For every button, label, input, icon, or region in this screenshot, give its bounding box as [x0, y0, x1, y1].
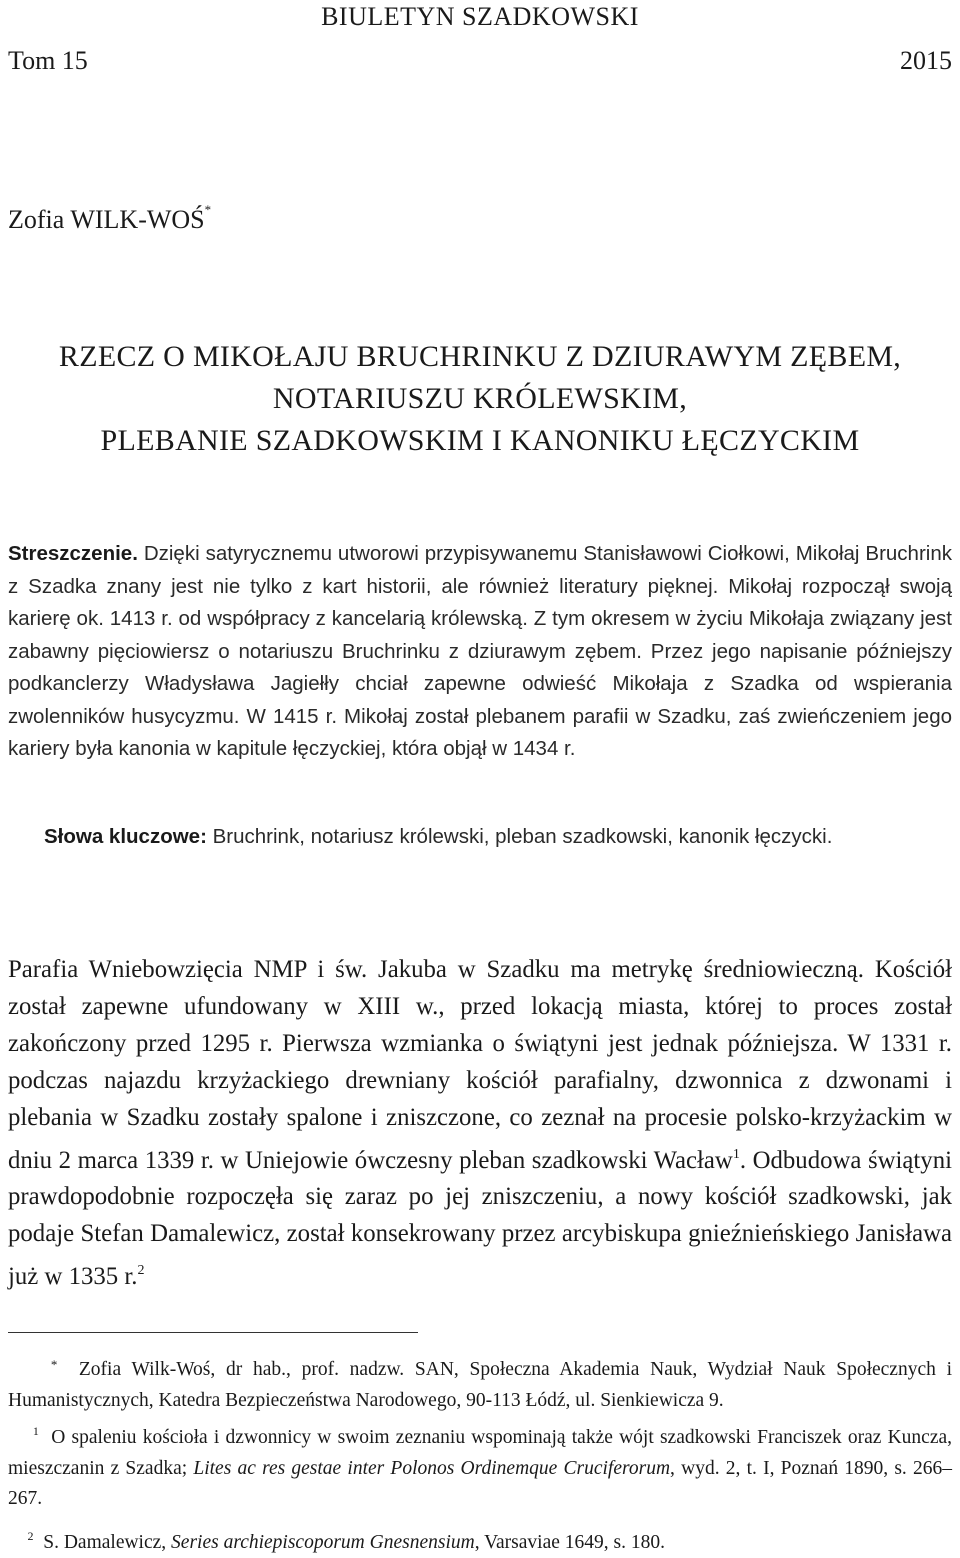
title-line-1: RZECZ O MIKOŁAJU BRUCHRINKU Z DZIURAWYM ZĘBEM,	[0, 336, 960, 378]
footnote-author-mark: *	[51, 1357, 58, 1372]
footnote-2-source-title: Series archiepiscoporum Gnesnensium	[171, 1532, 475, 1553]
footnote-1-mark: 1	[33, 1424, 39, 1438]
title-line-3: PLEBANIE SZADKOWSKIM I KANONIKU ŁĘCZYCKIM	[0, 420, 960, 462]
volume-number: Tom 15	[8, 46, 88, 76]
footnote-1-text: O spaleniu kościoła i dzwonnicy w swoim zeznaniu wspominają także wójt szadkowski Franciszek oraz Kuncza, mieszczanin z Szadka;	[8, 1427, 952, 1479]
author-footnote-mark: *	[205, 202, 212, 217]
author-name	[8, 202, 211, 235]
body-paragraph	[8, 952, 952, 1296]
body-text-part-1: Parafia Wniebowzięcia NMP i św. Jakuba w Szadku ma metrykę średniowieczną. Kościół został zapewne ufundowany w XIII w., przed lokacją miasta, której to proces został zakończony przed 1295 r. Pierwsza wzmianka o świątyni jest jednak późniejsza. W 1331 r. podczas najazdu krzyżackiego drewniany kościół parafialny, dzwonnica z dzwonami i plebania w Szadku zostały spalone i zniszczone, co zeznał na procesie polsko-krzyżackim w dniu 2 marca 1339 r. w Uniejowie ówczesny pleban szadkowski Wacław	[8, 956, 952, 1174]
abstract-label: Streszczenie.	[8, 542, 138, 565]
keywords-label: Słowa kluczowe:	[44, 825, 207, 848]
footnote-2-mark: 2	[28, 1529, 34, 1543]
body-text-part-2: . Odbudowa świątyni prawdopodobnie rozpoczęła się zaraz po jej zniszczeniu, a nowy kościół szadkowski, jak podaje Stefan Damalewicz, został konsekrowany przez arcybiskupa gnieźnieńskiego Janisława już w 1335 r.	[8, 1147, 952, 1291]
keywords	[44, 822, 954, 852]
footnote-author-text: Zofia Wilk-Woś, dr hab., prof. nadzw. SAN, Społeczna Akademia Nauk, Wydział Nauk Społecznych i Humanistycznych, Katedra Bezpieczeństwa Narodowego, 90-113 Łódź, ul. Sienkiewicza 9.	[8, 1359, 952, 1411]
footnote-1-text-end: , wyd. 2, t. I, Poznań 1890, s. 266–267.	[8, 1458, 952, 1510]
footnote-1-source-title: Lites ac res gestae inter Polonos Ordinemque Cruciferorum	[193, 1458, 670, 1479]
footnotes	[8, 1350, 952, 1558]
footnote-2-text-end: , Varsaviae 1649, s. 180.	[475, 1532, 665, 1553]
footnote-author	[8, 1350, 952, 1416]
publication-year: 2015	[900, 46, 952, 76]
author-name-text: Zofia WILK-WOŚ	[8, 205, 205, 234]
footnote-divider	[8, 1332, 418, 1333]
abstract	[8, 538, 952, 766]
keywords-text: Bruchrink, notariusz królewski, pleban szadkowski, kanonik łęczycki.	[213, 825, 833, 848]
title-line-2: NOTARIUSZU KRÓLEWSKIM,	[0, 378, 960, 420]
abstract-text: Dzięki satyrycznemu utworowi przypisywanemu Stanisławowi Ciołkowi, Mikołaj Bruchrink z Szadka znany jest nie tylko z kart historii, ale również literatury pięknej. Mikołaj rozpoczął swoją karierę ok. 1413 r. od współpracy z kancelarią królewską. Z tym okresem w życiu Mikołaja związany jest zabawny pięciowiersz o notariuszu Bruchrinku z dziurawym zębem. Przez jego napisanie późniejszy podkanclerzy Władysława Jagiełły chciał zapewne odwieść Mikołaja z Szadka od wspierania zwolenników husycyzmu. W 1415 r. Mikołaj został plebanem parafii w Szadku, zaś zwieńczeniem jego kariery była kanonia w kapitule łęczyckiej, która objął w 1434 r.	[8, 542, 952, 760]
footnote-ref-1[interactable]: 1	[733, 1147, 740, 1162]
journal-title: BIULETYN SZADKOWSKI	[0, 2, 960, 32]
footnote-2	[8, 1521, 952, 1558]
footnote-1	[8, 1416, 952, 1515]
article-title	[0, 336, 960, 462]
footnote-ref-2[interactable]: 2	[137, 1263, 144, 1278]
footnote-2-text: S. Damalewicz,	[43, 1532, 171, 1553]
